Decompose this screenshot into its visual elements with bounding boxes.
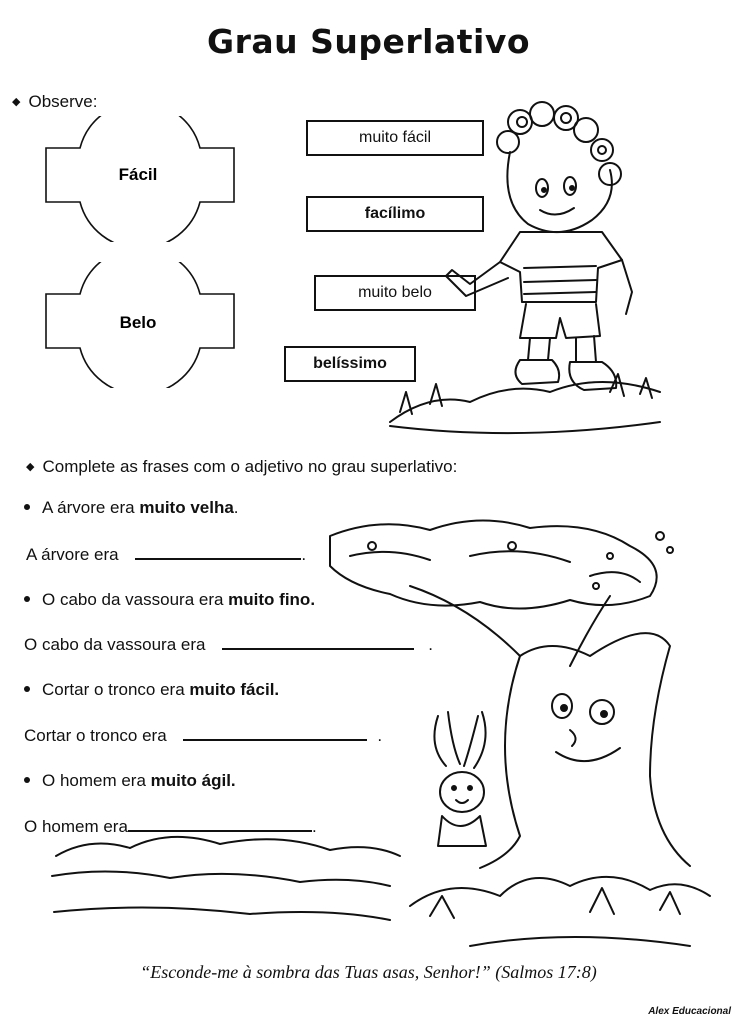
- bullet-dot-icon: [24, 596, 30, 602]
- exercise-4-answer-prefix: O homem era: [24, 817, 128, 836]
- exercise-2-answer-suffix: .: [428, 635, 433, 654]
- exercise-1-start: A árvore era: [42, 498, 140, 517]
- instruction: [26, 457, 457, 477]
- exercise-3-answer-suffix: .: [377, 726, 383, 745]
- instruction-text: Complete as frases com o adjetivo no grau superlativo:: [42, 457, 458, 476]
- exercise-4-highlight: muito ágil.: [150, 771, 236, 790]
- exercise-3-highlight: muito fácil.: [189, 680, 280, 699]
- observe-heading: [12, 92, 97, 112]
- bullet-dot-icon: [24, 504, 30, 510]
- exercise-1-sentence: [24, 498, 239, 518]
- exercise-1-answer-suffix: .: [301, 545, 307, 564]
- exercise-3-start: Cortar o tronco era: [42, 680, 190, 699]
- exercise-1-highlight: muito velha: [139, 498, 234, 517]
- footer-credit: Alex Educacional: [648, 1006, 731, 1017]
- badge-belo: [44, 262, 236, 388]
- badge-facil-label: Fácil: [118, 165, 158, 184]
- bullet-dot-icon: [24, 777, 30, 783]
- diamond-bullet-icon: ◆: [26, 461, 35, 473]
- word-box-muito-belo: muito belo: [314, 275, 476, 311]
- exercise-1-answer-prefix: A árvore era: [26, 545, 119, 564]
- exercise-4-answer-suffix: .: [311, 817, 317, 836]
- boy-illustration: [370, 92, 670, 442]
- exercise-2-start: O cabo da vassoura era: [42, 590, 229, 609]
- bible-quote: “Esconde-me à sombra das Tuas asas, Senhor!” (Salmos 17:8): [140, 962, 597, 982]
- diamond-bullet-icon: ◆: [12, 96, 21, 108]
- exercise-3-answer-prefix: Cortar o tronco era: [24, 726, 167, 745]
- exercise-2-highlight: muito fino.: [228, 590, 316, 609]
- word-box-muito-facil: muito fácil: [306, 120, 484, 156]
- badge-belo-label: Belo: [119, 313, 157, 332]
- word-box-facilimo: facílimo: [306, 196, 484, 232]
- badge-facil: [44, 116, 236, 242]
- page-title: Grau Superlativo: [207, 22, 530, 61]
- exercise-1-end: .: [233, 498, 239, 517]
- bullet-dot-icon: [24, 686, 30, 692]
- exercise-4-start: O homem era: [42, 771, 151, 790]
- observe-label: Observe:: [28, 92, 98, 111]
- word-box-belissimo: belíssimo: [284, 346, 416, 382]
- exercise-2-answer-prefix: O cabo da vassoura era: [24, 635, 206, 654]
- tree-bunny-illustration: [50, 516, 730, 956]
